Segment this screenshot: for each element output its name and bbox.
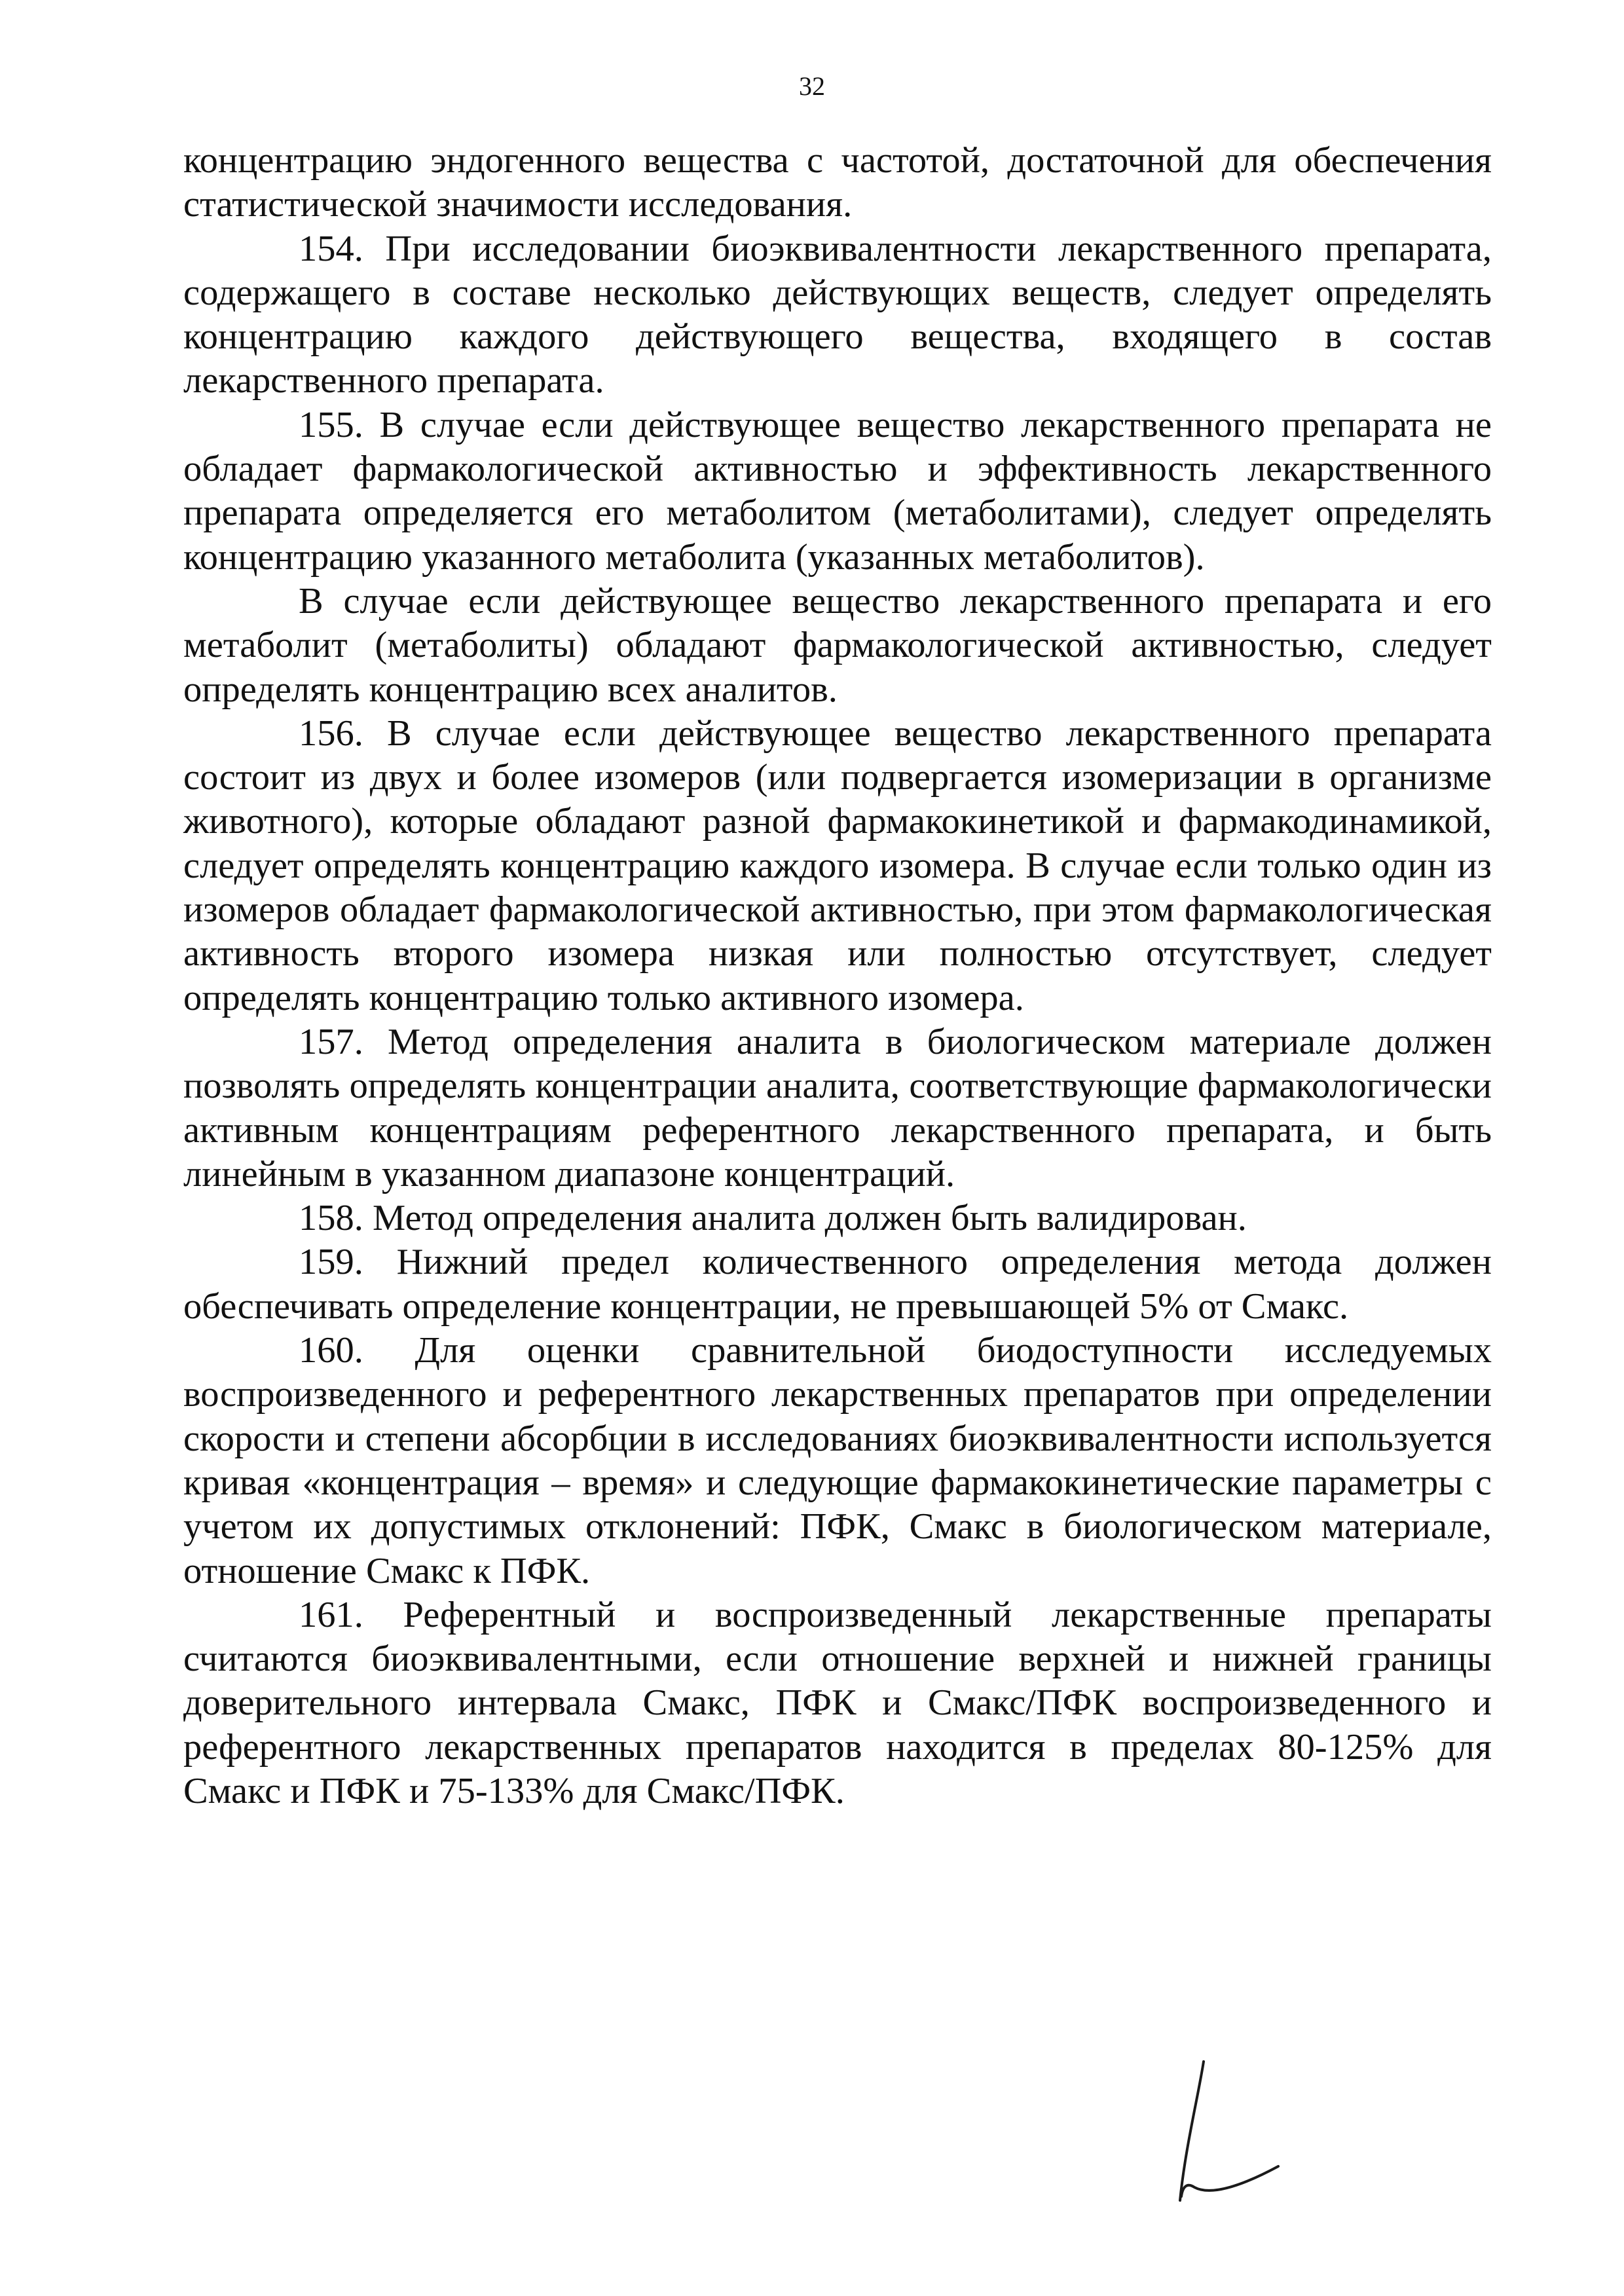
paragraph-160: 160. Для оценки сравнительной биодоступности исследуемых воспроизведенного и референтного лекарственных препаратов при определении скорости и степени абсорбции в исследованиях биоэквивалентности используется кривая «концентрация – время» и следующие фармакокинетические параметры с учетом их допустимых отклонений: ПФК, Смакс в биологическом материале, отношение Смакс к ПФК.	[183, 1330, 1492, 1591]
paragraph-156: 156. В случае если действующее вещество лекарственного препарата состоит из двух и более изомеров (или подвергается изомеризации в организме животного), которые обладают разной фармакокинетикой и фармакодинамикой, следует определять концентрацию каждого изомера. В случае если только один из изомеров обладает фармакологической активностью, при этом фармакологическая активность второго изомера низкая или полностью отсутствует, следует определять концентрацию только активного изомера.	[183, 713, 1492, 1018]
document-body	[183, 139, 1492, 1813]
paragraph-158: 158. Метод определения аналита должен быть валидирован.	[299, 1198, 1247, 1239]
paragraph-159: 159. Нижний предел количественного определения метода должен обеспечивать определение концентрации, не превышающей 5% от Смакс.	[183, 1242, 1492, 1327]
page-number: 32	[799, 71, 825, 101]
signature-stroke-vertical	[1180, 2062, 1204, 2200]
signature-icon	[1139, 2056, 1290, 2207]
paragraph-155-continuation: В случае если действующее вещество лекарственного препарата и его метаболит (метаболиты) обладают фармакологической активностью, следует определять концентрацию всех аналитов.	[183, 580, 1492, 710]
paragraph-154: 154. При исследовании биоэквивалентности лекарственного препарата, содержащего в составе несколько действующих веществ, следует определять концентрацию каждого действующего вещества, входящего в состав лекарственного препарата.	[183, 228, 1492, 401]
paragraph-continuation: концентрацию эндогенного вещества с частотой, достаточной для обеспечения статистической значимости исследования.	[183, 140, 1492, 225]
paragraph-157: 157. Метод определения аналита в биологическом материале должен позволять определять концентрации аналита, соответствующие фармакологически активным концентрациям референтного лекарственного препарата, и быть линейным в указанном диапазоне концентраций.	[183, 1021, 1492, 1194]
paragraph-155: 155. В случае если действующее вещество лекарственного препарата не обладает фармакологической активностью и эффективность лекарственного препарата определяется его метаболитом (метаболитами), следует определять концентрацию указанного метаболита (указанных метаболитов).	[183, 404, 1492, 578]
signature-stroke-curve	[1181, 2166, 1278, 2196]
paragraph-161: 161. Референтный и воспроизведенный лекарственные препараты считаются биоэквивалентными, если отношение верхней и нижней границы доверительного интервала Смакс, ПФК и Смакс/ПФК воспроизведенного и референтного лекарственных препаратов находится в пределах 80-125% для Смакс и ПФК и 75-133% для Смакс/ПФК.	[183, 1594, 1492, 1811]
